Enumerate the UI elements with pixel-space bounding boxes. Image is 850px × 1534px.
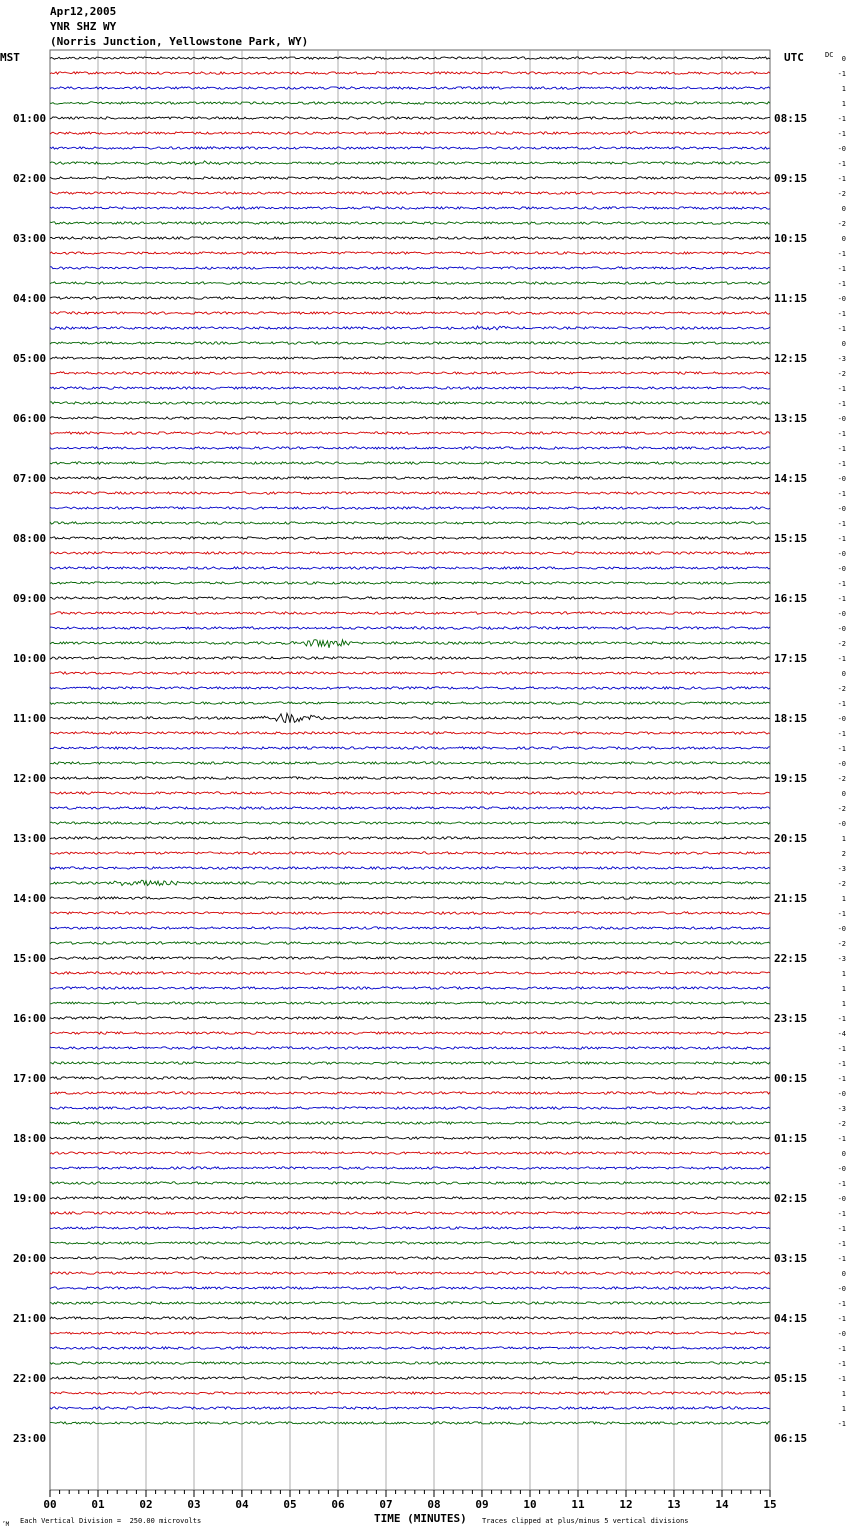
seismic-trace <box>50 432 770 434</box>
mst-hour-label: 13:00 <box>13 832 47 845</box>
utc-hour-label: 05:15 <box>774 1372 808 1385</box>
seismic-trace <box>50 987 770 989</box>
utc-hour-label: 10:15 <box>774 232 808 245</box>
seismic-trace <box>50 1152 770 1154</box>
mst-hour-label: 22:00 <box>13 1372 47 1385</box>
mst-hour-label: 23:00 <box>13 1432 47 1445</box>
mst-hour-label: 19:00 <box>13 1192 47 1205</box>
utc-hour-label: 23:15 <box>774 1012 808 1025</box>
mst-hour-label: 05:00 <box>13 352 47 365</box>
dc-offset-value: 1 <box>841 985 846 993</box>
mst-hour-label: 18:00 <box>13 1132 47 1145</box>
seismic-trace <box>50 927 770 929</box>
seismic-trace <box>50 880 770 885</box>
dc-offset-value: -1 <box>837 160 846 168</box>
mst-hour-label: 14:00 <box>13 892 47 905</box>
dc-offset-value: -1 <box>837 700 846 708</box>
clip-note: Traces clipped at plus/minus 5 vertical divisions <box>482 1517 689 1525</box>
utc-hour-label: 22:15 <box>774 952 808 965</box>
dc-offset-value: -0 <box>837 505 846 513</box>
dc-offset-value: -1 <box>837 1045 846 1053</box>
minute-grid <box>50 50 770 1490</box>
dc-offset-value: -1 <box>837 1225 846 1233</box>
dc-offset-value: -2 <box>837 685 846 693</box>
mst-hour-label: 03:00 <box>13 232 47 245</box>
dc-offset-value: -0 <box>837 295 846 303</box>
x-tick-label: 09 <box>475 1498 489 1511</box>
seismic-trace <box>50 1017 770 1019</box>
seismic-trace <box>50 1002 770 1004</box>
seismic-trace <box>50 1272 770 1274</box>
dc-offset-value: -0 <box>837 1330 846 1338</box>
dc-offset-value: -1 <box>837 730 846 738</box>
mst-hour-label: 16:00 <box>13 1012 47 1025</box>
utc-hour-label: 08:15 <box>774 112 808 125</box>
dc-offset-value: -2 <box>837 805 846 813</box>
seismic-trace <box>50 326 770 330</box>
seismic-trace <box>50 1137 770 1139</box>
seismic-trace <box>50 1182 770 1184</box>
x-tick-label: 01 <box>91 1498 105 1511</box>
mst-hour-label: 10:00 <box>13 652 47 665</box>
dc-offset-value: -1 <box>837 535 846 543</box>
seismic-trace <box>50 537 770 539</box>
seismic-trace <box>50 477 770 479</box>
dc-offset-value: -1 <box>837 655 846 663</box>
seismic-trace <box>50 1422 770 1424</box>
seismic-trace <box>50 417 770 419</box>
utc-hour-label: 14:15 <box>774 472 808 485</box>
seismic-trace <box>50 357 770 359</box>
mst-hour-label: 02:00 <box>13 172 47 185</box>
dc-offset-value: -1 <box>837 265 846 273</box>
seismic-trace <box>50 1392 770 1394</box>
dc-offset-value: -1 <box>837 280 846 288</box>
location-label: (Norris Junction, Yellowstone Park, WY) <box>50 35 309 48</box>
utc-hour-label: 03:15 <box>774 1252 808 1265</box>
seismic-trace <box>50 1212 770 1214</box>
dc-offset-value: 1 <box>841 895 846 903</box>
x-tick-label: 04 <box>235 1498 249 1511</box>
utc-hour-label: 17:15 <box>774 652 808 665</box>
dc-offset-value: 1 <box>841 1405 846 1413</box>
dc-offset-value: -1 <box>837 1420 846 1428</box>
seismic-trace <box>50 462 770 464</box>
scale-note: Each Vertical Division = 250.00 microvolts <box>20 1517 202 1525</box>
utc-hour-label: 13:15 <box>774 412 808 425</box>
seismic-trace <box>50 1257 770 1259</box>
dc-offset-value: -1 <box>837 1345 846 1353</box>
seismic-trace <box>50 1107 770 1109</box>
seismic-trace <box>50 1032 770 1034</box>
dc-offset-value: -1 <box>837 1300 846 1308</box>
trace-group <box>50 57 770 1424</box>
seismic-trace <box>50 1347 770 1349</box>
dc-offset-value: -0 <box>837 145 846 153</box>
dc-offset-value: 1 <box>841 1390 846 1398</box>
utc-hour-label: 01:15 <box>774 1132 808 1145</box>
utc-hour-label: 12:15 <box>774 352 808 365</box>
mst-hour-label: 04:00 <box>13 292 47 305</box>
dc-offset-value: -0 <box>837 1090 846 1098</box>
dc-offset-value: -1 <box>837 385 846 393</box>
seismic-trace <box>50 1287 770 1289</box>
label-group <box>13 55 846 1511</box>
x-tick-label: 05 <box>283 1498 297 1511</box>
dc-offset-value: -1 <box>837 910 846 918</box>
seismic-trace <box>50 852 770 854</box>
seismic-trace <box>50 237 770 239</box>
x-tick-label: 10 <box>523 1498 537 1511</box>
utc-hour-label: 00:15 <box>774 1072 808 1085</box>
dc-offset-value: -2 <box>837 880 846 888</box>
dc-offset-value: -0 <box>837 820 846 828</box>
dc-offset-value: -2 <box>837 1120 846 1128</box>
seismic-trace <box>50 807 770 809</box>
dc-offset-value: -3 <box>837 1105 846 1113</box>
seismic-trace <box>50 657 770 659</box>
dc-offset-value: -0 <box>837 1195 846 1203</box>
x-tick-label: 13 <box>667 1498 681 1511</box>
dc-offset-value: -1 <box>837 1015 846 1023</box>
dc-offset-value: -1 <box>837 1315 846 1323</box>
seismic-trace <box>50 252 770 254</box>
dc-offset-value: -1 <box>837 1240 846 1248</box>
dc-offset-value: 0 <box>841 235 846 243</box>
dc-offset-value: -1 <box>837 1135 846 1143</box>
dc-offset-value: 2 <box>841 850 846 858</box>
seismic-trace <box>50 942 770 944</box>
dc-offset-value: -1 <box>837 580 846 588</box>
seismic-trace <box>50 597 770 599</box>
dc-offset-value: -1 <box>837 1375 846 1383</box>
utc-hour-label: 16:15 <box>774 592 808 605</box>
dc-header-label: DC <box>825 51 834 59</box>
dc-offset-value: -2 <box>837 220 846 228</box>
dc-offset-value: -1 <box>837 1180 846 1188</box>
dc-offset-value: -4 <box>837 1030 846 1038</box>
seismic-trace <box>50 762 770 764</box>
dc-offset-value: -1 <box>837 310 846 318</box>
seismic-trace <box>50 582 770 584</box>
dc-offset-value: 0 <box>841 1150 846 1158</box>
seismic-trace <box>50 552 770 554</box>
dc-offset-value: -1 <box>837 490 846 498</box>
utc-hour-label: 19:15 <box>774 772 808 785</box>
dc-offset-value: -2 <box>837 940 846 948</box>
dc-offset-value: -1 <box>837 130 846 138</box>
seismic-trace <box>50 207 770 209</box>
seismic-trace <box>50 957 770 959</box>
seismic-trace <box>50 312 770 314</box>
dc-offset-value: 1 <box>841 835 846 843</box>
seismic-trace <box>50 1167 770 1169</box>
utc-hour-label: 18:15 <box>774 712 808 725</box>
seismic-trace <box>50 267 770 269</box>
dc-offset-value: 0 <box>841 340 846 348</box>
station-label: YNR SHZ WY <box>50 20 117 33</box>
seismic-trace <box>50 161 770 165</box>
seismic-trace <box>50 792 770 794</box>
dc-offset-value: 1 <box>841 100 846 108</box>
utc-hour-label: 04:15 <box>774 1312 808 1325</box>
seismic-trace <box>50 612 770 614</box>
seismic-trace <box>50 867 770 869</box>
mst-hour-label: 08:00 <box>13 532 47 545</box>
x-tick-label: 14 <box>715 1498 729 1511</box>
seismic-trace <box>50 1377 770 1379</box>
seismic-trace <box>50 687 770 689</box>
seismic-trace <box>50 387 770 389</box>
seismic-trace <box>50 912 770 914</box>
dc-offset-value: -1 <box>837 250 846 258</box>
x-tick-label: 11 <box>571 1498 585 1511</box>
dc-offset-value: 1 <box>841 1000 846 1008</box>
utc-hour-label: 09:15 <box>774 172 808 185</box>
corner-mark: ’M <box>2 1521 10 1528</box>
dc-offset-value: -0 <box>837 715 846 723</box>
seismic-trace <box>50 732 770 734</box>
mst-hour-label: 21:00 <box>13 1312 47 1325</box>
plot-frame <box>50 50 770 1490</box>
seismic-trace <box>50 447 770 449</box>
utc-hour-label: 11:15 <box>774 292 808 305</box>
mst-hour-label: 12:00 <box>13 772 47 785</box>
dc-offset-value: -0 <box>837 1165 846 1173</box>
seismic-trace <box>50 1332 770 1334</box>
seismic-trace <box>50 402 770 404</box>
dc-offset-value: -1 <box>837 70 846 78</box>
seismic-trace <box>50 102 770 104</box>
utc-hour-label: 06:15 <box>774 1432 808 1445</box>
seismic-trace <box>50 72 770 74</box>
dc-offset-value: -2 <box>837 640 846 648</box>
seismic-trace <box>50 1317 770 1319</box>
seismic-trace <box>50 1197 770 1199</box>
dc-offset-value: -0 <box>837 1285 846 1293</box>
x-tick-label: 07 <box>379 1498 393 1511</box>
dc-offset-value: -1 <box>837 175 846 183</box>
seismic-trace <box>50 1092 770 1094</box>
mst-hour-label: 09:00 <box>13 592 47 605</box>
x-tick-label: 00 <box>43 1498 57 1511</box>
seismic-trace <box>50 972 770 974</box>
x-tick-label: 02 <box>139 1498 153 1511</box>
x-axis-title: TIME (MINUTES) <box>374 1512 467 1525</box>
dc-offset-value: -0 <box>837 415 846 423</box>
dc-offset-value: 1 <box>841 85 846 93</box>
seismic-trace <box>50 567 770 569</box>
seismic-trace <box>50 640 770 648</box>
dc-offset-value: -0 <box>837 760 846 768</box>
dc-offset-value: -1 <box>837 520 846 528</box>
dc-offset-value: -2 <box>837 190 846 198</box>
dc-offset-value: 0 <box>841 55 846 63</box>
right-timezone-label: UTC <box>784 51 804 64</box>
seismic-trace <box>50 342 770 344</box>
seismic-trace <box>50 897 770 899</box>
mst-hour-label: 15:00 <box>13 952 47 965</box>
dc-offset-value: -1 <box>837 460 846 468</box>
seismic-trace <box>50 507 770 509</box>
x-tick-label: 12 <box>619 1498 633 1511</box>
utc-hour-label: 15:15 <box>774 532 808 545</box>
dc-offset-value: -0 <box>837 475 846 483</box>
seismic-trace <box>50 87 770 89</box>
seismic-trace <box>50 837 770 839</box>
x-tick-label: 15 <box>763 1498 777 1511</box>
dc-offset-value: -1 <box>837 430 846 438</box>
dc-offset-value: -0 <box>837 565 846 573</box>
mst-hour-label: 06:00 <box>13 412 47 425</box>
mst-hour-label: 07:00 <box>13 472 47 485</box>
seismic-trace <box>50 297 770 299</box>
dc-offset-value: -1 <box>837 745 846 753</box>
dc-offset-value: -1 <box>837 1075 846 1083</box>
dc-offset-value: -3 <box>837 355 846 363</box>
seismic-trace <box>50 702 770 704</box>
seismic-trace <box>50 747 770 749</box>
dc-offset-value: -1 <box>837 445 846 453</box>
dc-offset-value: 0 <box>841 790 846 798</box>
dc-offset-value: 1 <box>841 970 846 978</box>
seismic-trace <box>50 1362 770 1364</box>
utc-hour-label: 21:15 <box>774 892 808 905</box>
seismic-trace <box>50 192 770 194</box>
dc-offset-value: 0 <box>841 205 846 213</box>
seismic-trace <box>50 1047 770 1049</box>
seismic-trace <box>50 822 770 824</box>
mst-hour-label: 17:00 <box>13 1072 47 1085</box>
mst-hour-label: 20:00 <box>13 1252 47 1265</box>
date-label: Apr12,2005 <box>50 5 117 18</box>
seismic-trace <box>50 1242 770 1244</box>
seismic-trace <box>50 372 770 374</box>
mst-hour-label: 01:00 <box>13 112 47 125</box>
seismic-trace <box>50 777 770 779</box>
seismic-trace <box>50 222 770 224</box>
dc-offset-value: -1 <box>837 1060 846 1068</box>
dc-offset-value: -0 <box>837 625 846 633</box>
dc-offset-value: -1 <box>837 400 846 408</box>
x-tick-label: 06 <box>331 1498 345 1511</box>
dc-offset-value: -2 <box>837 775 846 783</box>
dc-offset-value: -1 <box>837 1255 846 1263</box>
x-tick-label: 03 <box>187 1498 201 1511</box>
seismic-trace <box>50 177 770 179</box>
dc-offset-value: -1 <box>837 115 846 123</box>
dc-offset-value: -0 <box>837 925 846 933</box>
dc-offset-value: -1 <box>837 1210 846 1218</box>
mst-hour-label: 11:00 <box>13 712 47 725</box>
seismic-trace <box>50 282 770 284</box>
seismic-trace <box>50 1122 770 1124</box>
dc-offset-value: -1 <box>837 1360 846 1368</box>
dc-offset-value: -1 <box>837 595 846 603</box>
left-timezone-label: MST <box>0 51 20 64</box>
seismic-trace <box>50 117 770 119</box>
seismic-trace <box>50 1077 770 1079</box>
dc-offset-value: -3 <box>837 955 846 963</box>
seismic-trace <box>50 672 770 674</box>
dc-offset-value: -0 <box>837 610 846 618</box>
seismic-trace <box>50 492 770 494</box>
seismic-trace <box>50 522 770 524</box>
dc-offset-value: 0 <box>841 1270 846 1278</box>
seismic-trace <box>50 1062 770 1064</box>
seismic-trace <box>50 1302 770 1304</box>
dc-offset-value: -1 <box>837 325 846 333</box>
dc-offset-value: -2 <box>837 370 846 378</box>
utc-hour-label: 20:15 <box>774 832 808 845</box>
seismic-trace <box>50 57 770 59</box>
seismic-trace <box>50 1227 770 1229</box>
seismic-trace <box>50 627 770 629</box>
seismic-trace <box>50 713 770 722</box>
x-tick-label: 08 <box>427 1498 441 1511</box>
utc-hour-label: 02:15 <box>774 1192 808 1205</box>
dc-offset-value: -0 <box>837 550 846 558</box>
seismic-trace <box>50 147 770 149</box>
dc-offset-value: -3 <box>837 865 846 873</box>
dc-offset-value: 0 <box>841 670 846 678</box>
seismic-trace <box>50 1407 770 1409</box>
seismic-trace <box>50 131 770 134</box>
